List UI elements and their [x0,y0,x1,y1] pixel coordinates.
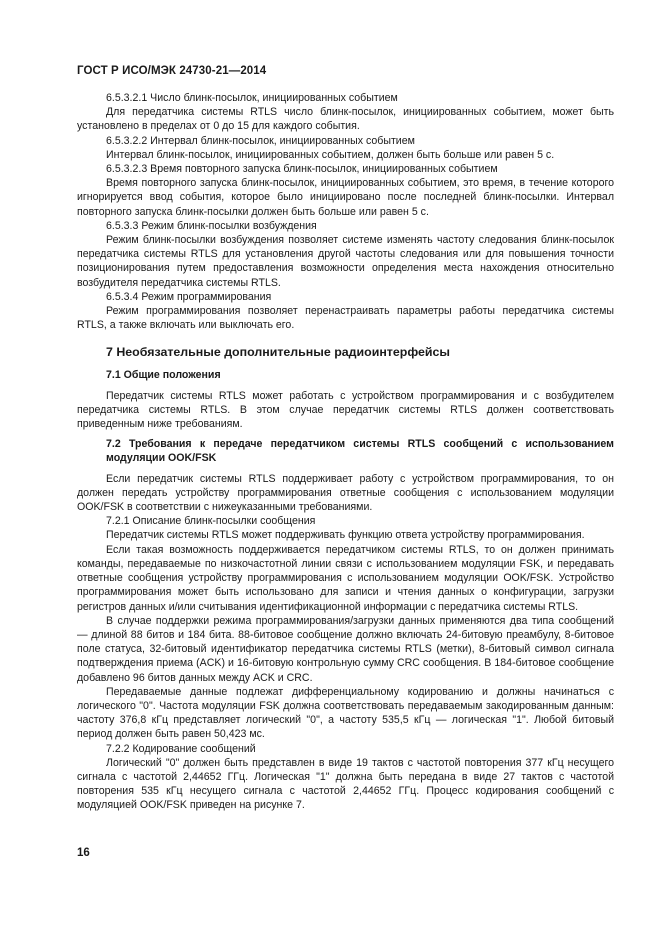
section-7-2-intro: Если передатчик системы RTLS поддерживает работу с устройством программирования, то он должен передать устройству программирования ответные сообщения с использованием модуляции OOK/FSK в соответствии с нижеуказанными требованиями. [77,472,614,514]
section-7-2-heading: 7.2 Требования к передаче передатчиком системы RTLS сообщений с использованием модуляции OOK/FSK [106,438,614,465]
clause-6-5-3-2-1-title: 6.5.3.2.1 Число блинк-посылок, инициированных событием [106,92,398,104]
clause-6-5-3-2-2-text: Интервал блинк-посылок, инициированных событием, должен быть больше или равен 5 с. [106,148,555,161]
clause-7-2-1-text-4: Передаваемые данные подлежат дифференциальному кодированию и должны начинаться с логического "0". Частота модуляции FSK должна соответствовать передаваемым закодированным данным: частоту 376,8 кГц представляет логический "0", а частоту 535,5 кГц — логическая "1". Любой битовый период должен быть равен 50,423 мс. [77,685,614,741]
page-content [77,91,614,813]
clause-6-5-3-2-3-title: 6.5.3.2.3 Время повторного запуска блинк-посылок, инициированных событием [106,163,498,176]
clause-7-2-2-title: 7.2.2 Кодирование сообщений [106,742,256,755]
clause-6-5-3-4-text: Режим программирования позволяет перенастраивать параметры работы передатчика системы RTLS, а также включать или выключать его. [77,305,614,332]
clause-7-2-2-text: Логический "0" должен быть представлен в виде 19 тактов с частотой повторения 377 кГц несущего сигнала с частотой 2,44652 ГГц. Логическая "1" должна быть передана в виде 27 тактов с частотой повторения 535 кГц несущего сигнала с частотой 2,44652 ГГц. Процесс кодирования сообщений с модуляцией OOK/FSK приведен на рисунке 7. [77,756,614,812]
clause-7-2-1-text-1: Передатчик системы RTLS может поддерживать функцию ответа устройству программирования. [106,529,585,542]
clause-7-2-1-text-3: В случае поддержки режима программирования/загрузки данных применяются два типа сообщений — длиной 88 битов и 184 бита. 88-битовое сообщение должно включать 24-битовую преамбулу, 8-битовое поле статуса, 32-битовый идентификатор передатчика системы RTLS (метки), 8-битовый символ сигнала подтверждения приема (ACK) и 16-битовую контрольную сумму CRC сообщения. В 184-битовое сообщение добавлено 96 битов данных между ACK и CRC. [77,614,614,684]
section-7-1-text: Передатчик системы RTLS может работать с устройством программирования и с возбудителем передатчика системы RTLS. В этом случае передатчик системы RTLS должен соответствовать приведенным ниже требованиям. [77,389,614,431]
document-header: ГОСТ Р ИСО/МЭК 24730-21—2014 [77,65,267,77]
clause-6-5-3-2-2-title: 6.5.3.2.2 Интервал блинк-посылок, инициированных событием [106,134,415,147]
clause-6-5-3-3-title: 6.5.3.3 Режим блинк-посылки возбуждения [106,219,317,232]
clause-6-5-3-2-1-text: Для передатчика системы RTLS число блинк-посылок, инициированных событием, может быть установлено в пределах от 0 до 15 для каждого события. [77,106,614,133]
clause-6-5-3-4-title: 6.5.3.4 Режим программирования [106,290,272,303]
clause-7-2-1-text-2: Если такая возможность поддерживается передатчиком системы RTLS, то он должен принимать команды, передаваемые по низкочастотной линии связи с использованием модуляции FSK, и передавать ответные сообщения устройству программирования с использованием модуляции OOK/FSK. Устройство программирования может быть использовано для записи и чтения данных о конфигурации, загрузки регистров данных и/или считывания идентификационной информации с передатчика системы RTLS. [77,543,614,613]
section-7-heading: 7 Необязательные дополнительные радиоинтерфейсы [106,345,450,360]
page-number: 16 [77,847,90,859]
clause-7-2-1-title: 7.2.1 Описание блинк-посылки сообщения [106,515,316,528]
clause-6-5-3-2-3-text: Время повторного запуска блинк-посылок, инициированных событием, это время, в течение которого игнорируется ввод события, которое было инициировано после последней блинк-посылки. Интервал повторного запуска блинк-посылки должен быть больше или равен 5 с. [77,177,614,218]
clause-6-5-3-3-text: Режим блинк-посылки возбуждения позволяет системе изменять частоту следования блинк-посылок передатчика системы RTLS для установления другой частоты следования или для повышения точности позиционирования путем предоставления возможности определения места нахождения относительно возбудителя передатчика системы RTLS. [77,234,614,289]
section-7-1-heading: 7.1 Общие положения [106,369,221,382]
